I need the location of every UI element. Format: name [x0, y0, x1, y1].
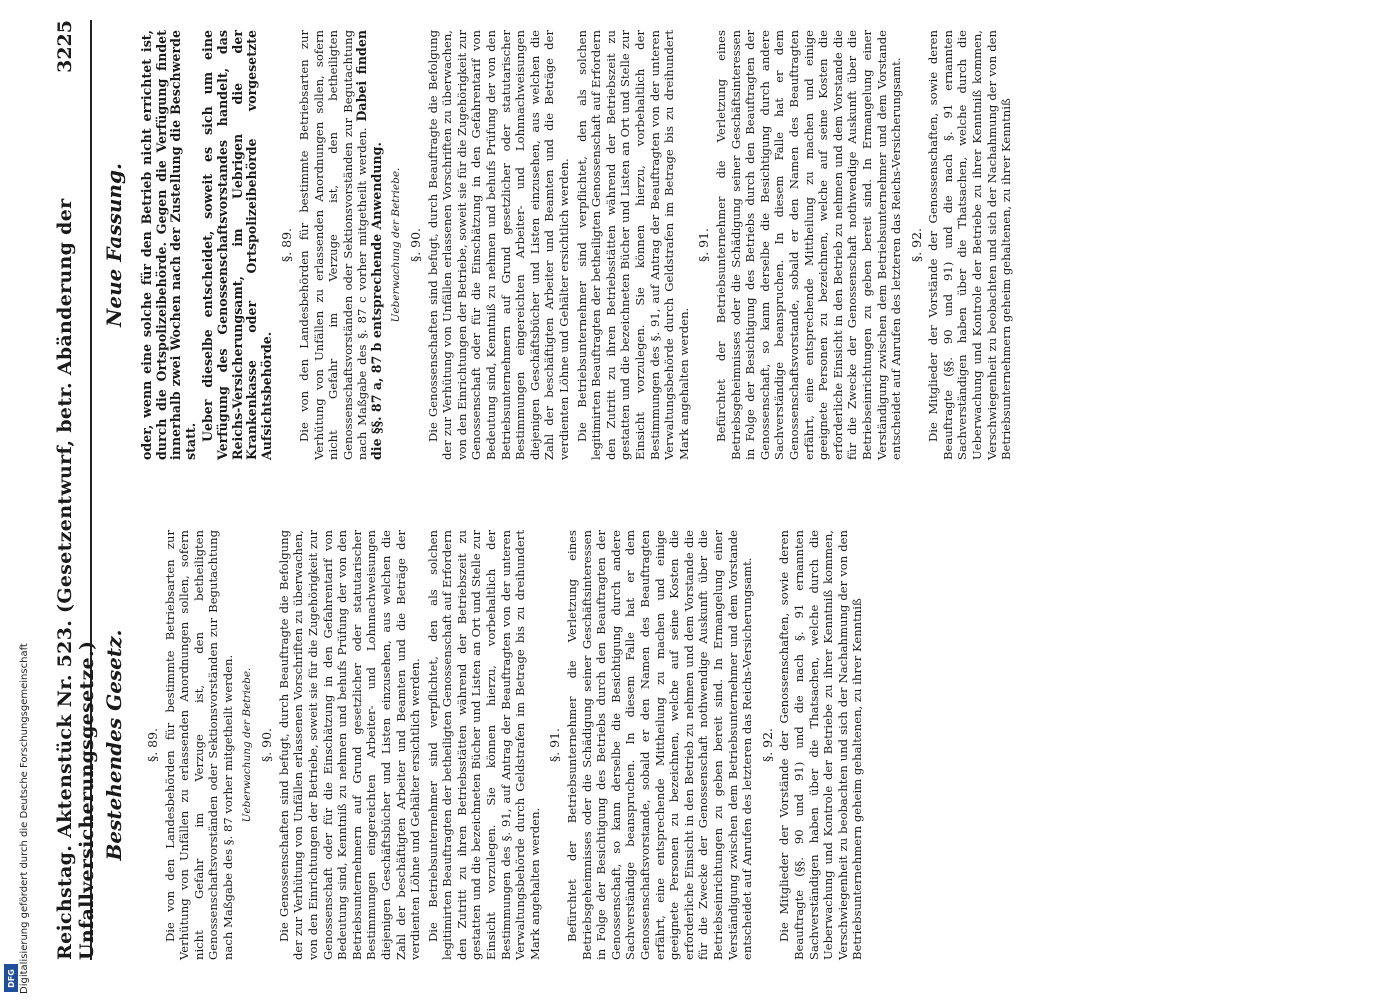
section-90-paragraph-1: Die Genossenschaften sind befugt, durch Beauftragte die Befolgung der zur Verhütung von Unfällen erlassenen Vorschriften zu überwachen, von den Einrichtungen der Betriebe, soweit sie für die Zugehörigkeit zur Genossenschaft oder für die Einschätzung in den Gefahrentarif von Bedeutung sind, Kenntniß zu nehmen und behufs Prüfung der von den Betriebsunternehmern auf Grund gesetzlicher oder statutarischer Bestimmungen eingereichten Arbeiter- und Lohnnachweisungen diejenigen Geschäftsbücher und Listen einzusehen, aus welchen die Zahl der beschäftigten Arbeiter und Beamten und die Beträge der verdienten Löhne und Gehälter ersichtlich werden. [425, 30, 572, 460]
section-89-bold-addition: Dabei finden die §§. 87 a, 87 b entsprechende Anwendung. [354, 29, 384, 460]
section-90-paragraph-1: Die Genossenschaften sind befugt, durch Beauftragte die Befolgung der zur Verhütung von Unfällen erlassenen Vorschriften zu überwachen, von den Einrichtungen der Betriebe, soweit sie für die Zugehörigkeit zur Genossenschaft oder für die Einschätzung in den Gefahrentarif von Bedeutung sind, Kenntniß zu nehmen und behufs Prüfung der von den Betriebsunternehmern auf Grund gesetzlicher oder statutarischer Bestimmungen eingereichten Arbeiter- und Lohnnachweisungen diejenigen Geschäftsbücher und Listen einzusehen, aus welchen die Zahl der beschäftigten Arbeiter und Beamten und die Beträge der verdienten Löhne und Gehälter ersichtlich werden. [276, 530, 423, 960]
section-91-heading: §. 91. [547, 727, 563, 763]
dfg-logo [4, 964, 18, 992]
section-89-heading: §. 89. [279, 227, 295, 263]
section-91-text: Befürchtet der Betriebsunternehmer die Verletzung eines Betriebsgeheimnisses oder die Schädigung seiner Geschäftsinteressen in Folge der Besichtigung des Betriebs durch den Beauftragten der Genossenschaft, so kann derselbe die Besichtigung durch andere Sachverständige beanspruchen. In diesem Falle hat er dem Genossenschaftsvorstande, sobald er den Namen des Beauftragten erfährt, eine entsprechende Mittheilung zu machen und einige geeignete Personen zu bezeichnen, welche auf seine Kosten die erforderliche Einsicht in den Betrieb zu nehmen und dem Vorstande die für die Zwecke der Genossenschaft nothwendige Auskunft über die Betriebseinrichtungen zu geben bereit sind. In Ermangelung einer Verständigung zwischen dem Betriebsunternehmer und dem Vorstande entscheidet auf Anrufen des letzteren das Reichs-Versicherungsamt. [713, 30, 904, 460]
digitization-footer [5, 0, 30, 1000]
section-92-heading: §. 92. [759, 727, 775, 763]
page-number: 3225 [54, 20, 76, 73]
section-90-paragraph-2: Die Betriebsunternehmer sind verpflichtet, den als solchen legitimirten Beauftragten der betheiligten Genossenschaft auf Erfordern den Zutritt zu ihren Betriebsstätten während der Betriebszeit zu gestatten und die bezeichneten Bücher und Listen an Ort und Stelle zur Einsicht vorzulegen. Sie können hierzu, vorbehaltlich der Bestimmungen des §. 91, auf Antrag der Beauftragten von der unteren Verwaltungsbehörde durch Geldstrafen im Betrage bis zu dreihundert Mark angehalten werden. [574, 30, 691, 460]
section-89-body: Die von den Landesbehörden für bestimmte Betriebsarten zur Verhütung von Unfällen zu erlassenden Anordnungen sollen, sofern nicht Gefahr im Verzuge ist, den betheiligten Genossenschaftsvorständen oder Sektionsvorständen zur Begutachtung nach Maßgabe des §. 87 c vorher mitgetheilt werden. [296, 30, 370, 460]
subsection-title: Ueberwachung der Betriebe. [240, 667, 253, 823]
section-92-text: Die Mitglieder der Vorstände der Genossenschaften, sowie deren Beauftragte (§§. 90 und 91) und die nach §. 91 ernannten Sachverständigen haben über die Thatsachen, welche durch die Ueberwachung und Kontrole der Betriebe zu ihrer Kenntniß kommen, Verschwiegenheit zu beobachten und sich der Nachahmung der von den Betriebsunternehmern geheim gehaltenen, zu ihrer Kenntniß [926, 30, 1014, 460]
section-90-heading: §. 90. [259, 727, 275, 763]
section-89-text: Die von den Landesbehörden für bestimmte Betriebsarten zur Verhütung von Unfällen zu erlassenden Anordnungen sollen, sofern nicht Gefahr im Verzuge ist, den betheiligten Genossenschaftsvorständen oder Sektionsvorständen zur Begutachtung nach Maßgabe des §. 87 vorher mitgetheilt werden. [162, 530, 235, 960]
amendment-bold-lead: oder, wenn eine solche für den Betrieb nicht errichtet ist, durch die Ortspolizeibehörde. Gegen die Verfügung findet innerhalb zwei Wochen nach der Zustellung die Beschwerde statt. [139, 30, 198, 460]
section-91-text: Befürchtet der Betriebsunternehmer die Verletzung eines Betriebsgeheimnisses oder die Schädigung seiner Geschäftsinteressen in Folge der Besichtigung des Betriebs durch den Beauftragten der Genossenschaft, so kann derselbe die Besichtigung durch andere Sachverständige beanspruchen. In diesem Falle hat er dem Genossenschaftsvorstande, sobald er den Namen des Beauftragten erfährt, eine entsprechende Mittheilung zu machen und einige geeignete Personen zu bezeichnen, welche auf seine Kosten die erforderliche Einsicht in den Betrieb zu nehmen und dem Vorstande die für die Zwecke der Genossenschaft nothwendige Auskunft über die Betriebseinrichtungen zu geben bereit sind. In Ermangelung einer Verständigung zwischen dem Betriebsunternehmer und dem Vorstande entscheidet auf Anrufen des letzteren das Reichs-Versicherungsamt. [565, 530, 755, 960]
section-92-text: Die Mitglieder der Vorstände der Genossenschaften, sowie deren Beauftragte (§§. 90 und 91) und die nach §. 91 ernannten Sachverständigen haben über die Thatsachen, welche durch die Ueberwachung und Kontrole der Betriebe zu ihrer Kenntniß kommen, Verschwiegenheit zu beobachten und sich der Nachahmung der von den Betriebsunternehmern geheim gehaltenen, zu ihrer Kenntniß [777, 530, 865, 960]
subsection-title: Ueberwachung der Betriebe. [389, 167, 402, 323]
left-column [140, 530, 868, 960]
right-column-heading: Neue Fassung. [102, 163, 126, 327]
section-90-heading: §. 90. [408, 227, 424, 263]
dfg-credit: Digitalisierung gefördert durch die Deutsche Forschungsgemeinschaft [19, 643, 30, 994]
section-92-heading: §. 92. [908, 227, 924, 263]
section-89-text [297, 30, 385, 460]
right-column [140, 30, 1017, 460]
running-header [50, 20, 98, 960]
dfg-logo-text: DFG [6, 968, 16, 988]
section-91-heading: §. 91. [696, 227, 712, 263]
section-90-paragraph-2: Die Betriebsunternehmer sind verpflichtet, den als solchen legitimirten Beauftragten der betheiligten Genossenschaft auf Erfordern den Zutritt zu ihren Betriebsstätten während der Betriebszeit zu gestatten und die bezeichneten Bücher und Listen an Ort und Stelle zur Einsicht vorzulegen. Sie können hierzu, vorbehaltlich der Bestimmungen des §. 91, auf Antrag der Beauftragten von der unteren Verwaltungsbehörde durch Geldstrafen im Betrage bis zu dreihundert Mark angehalten werden. [425, 530, 542, 960]
running-title: Reichstag. Aktenstück Nr. 523. (Gesetzentwurf, betr. Abänderung der Unfallversicherungsgesetze.) [54, 198, 98, 960]
section-89-heading: §. 89. [145, 727, 160, 763]
rotated-page [50, 0, 1310, 1000]
left-column-heading: Bestehendes Gesetz. [102, 629, 126, 861]
amendment-bold-follow: Ueber dieselbe entscheidet, soweit es sich um eine Verfügung des Genossenschaftsvorstandes handelt, das Reichs-Versicherungsamt, im Uebrigen die der Krankenkasse oder Ortspolizeibehörde vorgesetzte Aufsichtsbehörde. [200, 30, 274, 460]
